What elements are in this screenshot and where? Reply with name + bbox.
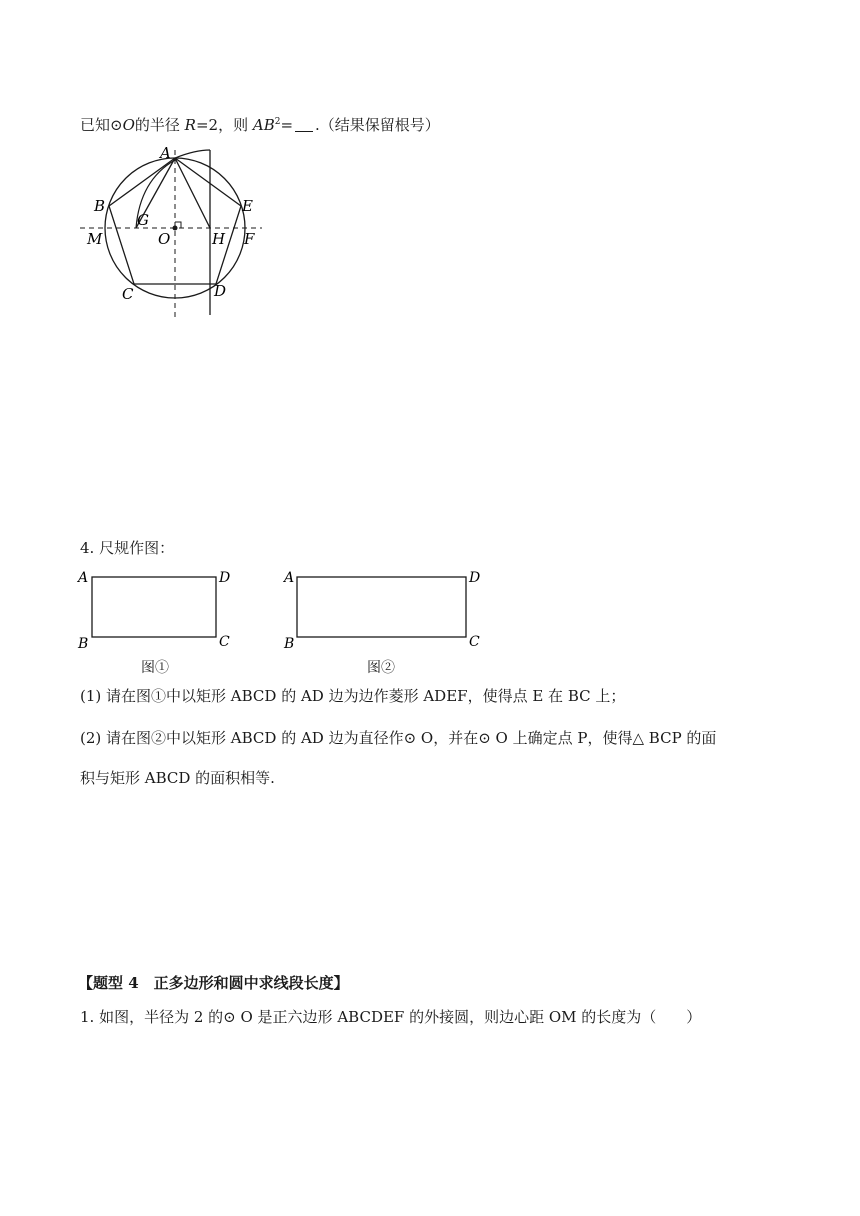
caption-figure-1: 图① bbox=[141, 660, 169, 676]
label-a: A bbox=[160, 144, 171, 162]
label-d: D bbox=[214, 282, 227, 300]
construction-arc-top bbox=[175, 150, 210, 158]
rectangle-abcd-1 bbox=[92, 577, 216, 637]
regular-pentagon bbox=[109, 158, 241, 284]
label-o: O bbox=[158, 230, 171, 248]
q3-radius-symbol: R bbox=[184, 116, 196, 134]
section-heading: 【题型 4 正多边形和圆中求线段长度】 bbox=[78, 974, 349, 992]
fig2-label-b: B bbox=[284, 636, 295, 652]
center-point bbox=[173, 226, 178, 231]
q3-mid3: = bbox=[280, 116, 294, 134]
q3-mid1: 的半径 bbox=[134, 116, 185, 134]
fig2-label-d: D bbox=[469, 570, 481, 586]
fig2-label-a: A bbox=[284, 570, 295, 586]
segment-ah bbox=[175, 158, 210, 228]
q4-title: 4. 尺规作图： bbox=[80, 539, 175, 557]
q4-part1: (1) 请在图①中以矩形 ABCD 的 AD 边为边作菱形 ADEF，使得点 E 在 BC 上； bbox=[80, 687, 626, 705]
answer-blank[interactable] bbox=[295, 117, 313, 132]
q3-suffix: .（结果保留根号） bbox=[315, 116, 440, 134]
fig1-label-c: C bbox=[219, 634, 230, 650]
q3-superscript: 2 bbox=[274, 117, 281, 127]
fig1-label-b: B bbox=[78, 636, 89, 652]
q3-text bbox=[80, 112, 440, 135]
label-g: G bbox=[137, 211, 149, 229]
rectangle-figure-2 bbox=[282, 562, 488, 654]
label-h: H bbox=[212, 230, 226, 248]
q3-ab: AB bbox=[252, 116, 275, 134]
section4-question1: 1. 如图，半径为 2 的⊙ O 是正六边形 ABCDEF 的外接圆，则边心距 OM 的长度为（ ） bbox=[80, 1008, 702, 1026]
label-c: C bbox=[122, 285, 134, 303]
caption-figure-2: 图② bbox=[367, 660, 395, 676]
pentagon-figure bbox=[76, 140, 276, 320]
q3-prefix: 已知⊙ bbox=[80, 116, 123, 134]
label-f: F bbox=[244, 230, 255, 248]
rectangle-abcd-2 bbox=[297, 577, 466, 637]
rectangle-figure-1 bbox=[76, 562, 236, 654]
fig2-label-c: C bbox=[469, 634, 480, 650]
q3-circle-o: O bbox=[122, 116, 135, 134]
label-e: E bbox=[242, 197, 253, 215]
q4-part2-line1: (2) 请在图②中以矩形 ABCD 的 AD 边为直径作⊙ O，并在⊙ O 上确定点 P，使得△ BCP 的面 bbox=[80, 729, 717, 747]
fig1-label-d: D bbox=[219, 570, 231, 586]
q4-part2-line2: 积与矩形 ABCD 的面积相等. bbox=[80, 769, 275, 787]
fig1-label-a: A bbox=[78, 570, 89, 586]
label-b: B bbox=[94, 197, 106, 215]
label-m: M bbox=[87, 230, 103, 248]
q3-mid2: =2，则 bbox=[195, 116, 253, 134]
